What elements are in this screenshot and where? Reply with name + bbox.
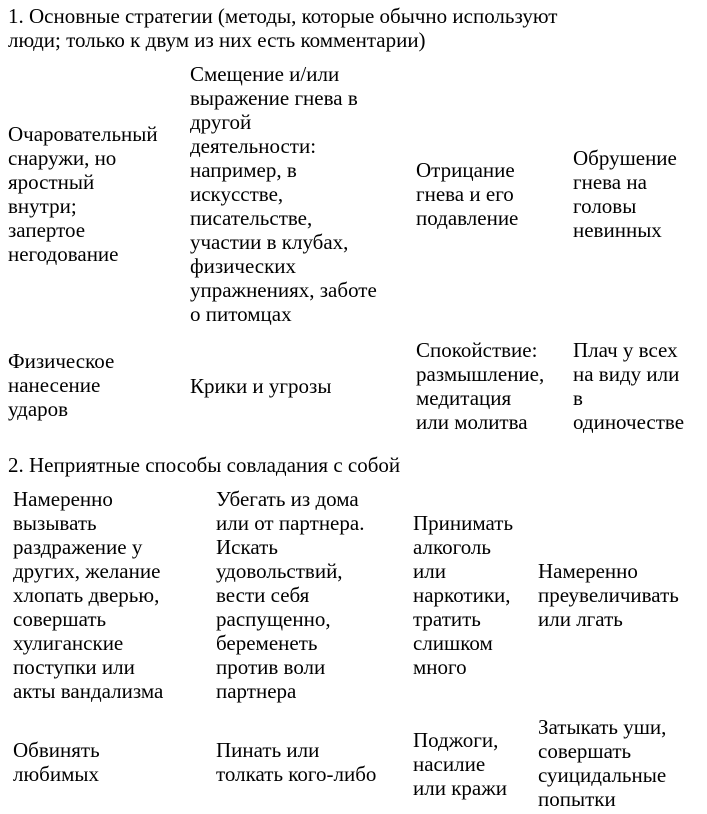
- s2-r1-c2-cell: Убегать из дома или от партнера. Искать удовольствий, вести себя распущенно, беременеть против воли партнера: [216, 487, 365, 703]
- s2-r2-c2-cell: Пинать или толкать кого-либо: [216, 738, 377, 786]
- s2-r1-c3-cell: Принимать алкоголь или наркотики, тратить слишком много: [413, 511, 514, 679]
- s2-r2-c1-cell: Обвинять любимых: [13, 738, 100, 786]
- s1-r1-c3-cell: Отрицание гнева и его подавление: [416, 158, 519, 230]
- s1-r2-c3-cell: Спокойствие: размышление, медитация или молитва: [416, 338, 545, 434]
- s2-r2-c3-cell: Поджоги, насилие или кражи: [413, 728, 507, 800]
- s1-r1-c4-cell: Обрушение гнева на головы невинных: [573, 146, 677, 242]
- section-2-heading: 2. Неприятные способы совладания с собой: [8, 453, 401, 477]
- s2-r2-c4-cell: Затыкать уши, совершать суицидальные попытки: [538, 715, 667, 811]
- s1-r2-c2-cell: Крики и угрозы: [190, 374, 332, 398]
- s1-r2-c4-cell: Плач у всех на виду или в одиночестве: [573, 338, 685, 434]
- s1-r2-c1-cell: Физическое нанесение ударов: [8, 349, 115, 421]
- section-1-heading: 1. Основные стратегии (методы, которые обычно используют люди; только к двум из них есть комментарии): [8, 4, 558, 52]
- s2-r1-c1-cell: Намеренно вызывать раздражение у других, желание хлопать дверью, совершать хулиганские поступки или акты вандализма: [13, 487, 164, 703]
- s1-r1-c1-cell: Очаровательный снаружи, но яростный внутри; запертое негодование: [8, 122, 158, 266]
- s2-r1-c4-cell: Намеренно преувеличивать или лгать: [538, 559, 679, 631]
- s1-r1-c2-cell: Смещение и/или выражение гнева в другой деятельности: например, в искусстве, писательстве, участии в клубах, физических упражнениях, заботе о питомцах: [190, 62, 377, 326]
